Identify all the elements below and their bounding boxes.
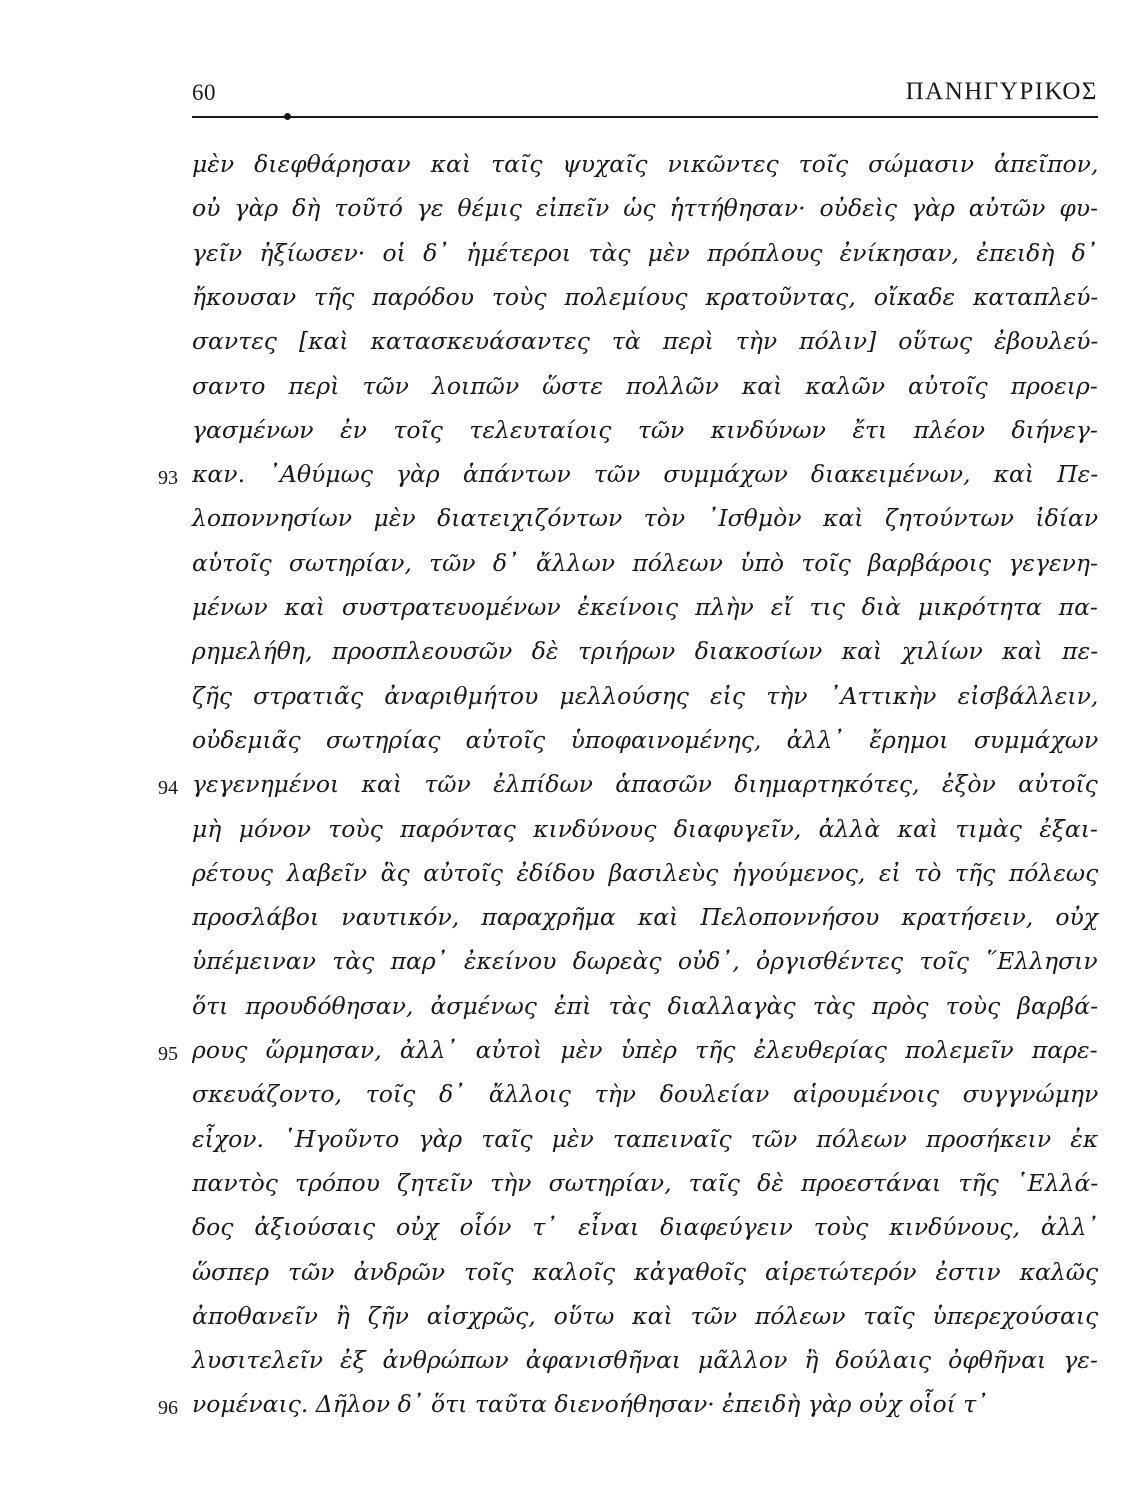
text-line: μὴ μόνον τοὺς παρόντας κινδύνους διαφυγεῖν, ἀλλὰ καὶ τιμὰς ἐξαι- bbox=[192, 814, 1098, 843]
text-line: μὲν διεφθάρησαν καὶ ταῖς ψυχαῖς νικῶντες τοῖς σώμασιν ἀπεῖπον, bbox=[192, 150, 1099, 178]
header-rule-dot bbox=[284, 113, 291, 120]
text-line: ὥσπερ τῶν ἀνδρῶν τοῖς καλοῖς κἀγαθοῖς αἱρετώτερόν ἐστιν καλῶς bbox=[192, 1257, 1099, 1286]
text-line: σαντες [καὶ κατασκευάσαντες τὰ περὶ τὴν πόλιν] οὕτως ἐβουλεύ- bbox=[192, 327, 1099, 356]
running-title: ΠΑΝΗΓΥΡΙΚΟΣ bbox=[905, 78, 1098, 105]
text-line: οὐδεμιᾶς σωτηρίας αὐτοῖς ὑποφαινομένης, ἀλλ᾽ ἔρημοι συμμάχων bbox=[192, 725, 1099, 754]
text-line: ρημελήθη, προσπλεουσῶν δὲ τριήρων διακοσίων καὶ χιλίων καὶ πε- bbox=[192, 637, 1099, 666]
text-line: ρέτους λαβεῖν ἃς αὐτοῖς ἐδίδου βασιλεὺς ἡγούμενος, εἰ τὸ τῆς πόλεως bbox=[192, 858, 1099, 887]
page-number: 60 bbox=[192, 80, 216, 105]
text-line: ὑπέμειναν τὰς παρ᾽ ἐκείνου δωρεὰς οὐδ᾽, ὀργισθέντες τοῖς ῞Ελλησιν bbox=[192, 947, 1098, 976]
text-line: ὅτι προυδόθησαν, ἀσμένως ἐπὶ τὰς διαλλαγὰς τὰς πρὸς τοὺς βαρβά- bbox=[192, 991, 1099, 1020]
text-line: ζῆς στρατιᾶς ἀναριθμήτου μελλούσης εἰς τὴν ᾿Αττικὴν εἰσβάλλειν, bbox=[192, 681, 1099, 710]
text-line: εἶχον. ῾Ηγοῦντο γὰρ ταῖς μὲν ταπειναῖς τῶν πόλεων προσήκειν ἐκ bbox=[192, 1124, 1099, 1153]
text-line: προσλάβοι ναυτικόν, παραχρῆμα καὶ Πελοποννήσου κρατήσειν, οὐχ bbox=[192, 903, 1099, 932]
text-line: ἀποθανεῖν ἢ ζῆν αἰσχρῶς, οὕτω καὶ τῶν πόλεων ταῖς ὑπερεχούσαις bbox=[192, 1301, 1099, 1330]
text-line: σκευάζοντο, τοῖς δ᾽ ἄλλοις τὴν δουλείαν αἱρουμένοις συγγνώμην bbox=[192, 1080, 1099, 1109]
section-number-93: 93 bbox=[158, 467, 178, 490]
text-line: λυσιτελεῖν ἐξ ἀνθρώπων ἀφανισθῆναι μᾶλλον ἢ δούλαις ὀφθῆναι γε- bbox=[192, 1346, 1098, 1375]
header-rule bbox=[192, 116, 1098, 118]
text-line: σαντο περὶ τῶν λοιπῶν ὥστε πολλῶν καὶ καλῶν αὐτοῖς προειρ- bbox=[192, 371, 1098, 400]
page-header bbox=[192, 76, 1098, 112]
section-number-95: 95 bbox=[158, 1043, 178, 1065]
text-line: νομέναις. Δῆλον δ᾽ ὅτι ταῦτα διενοήθησαν· ἐπειδὴ γὰρ οὐχ οἷοί τ᾽ bbox=[192, 1390, 989, 1419]
text-line: γεγενημένοι καὶ τῶν ἐλπίδων ἁπασῶν διημαρτηκότες, ἐξὸν αὐτοῖς bbox=[192, 770, 1098, 799]
text-line: αὑτοῖς σωτηρίαν, τῶν δ᾽ ἄλλων πόλεων ὑπὸ τοῖς βαρβάροις γεγενη- bbox=[192, 548, 1098, 577]
section-number-96: 96 bbox=[158, 1397, 178, 1420]
text-line: δος ἀξιούσαις οὐχ οἷόν τ᾽ εἶναι διαφεύγειν τοὺς κινδύνους, ἀλλ᾽ bbox=[192, 1213, 1099, 1242]
text-line: παντὸς τρόπου ζητεῖν τὴν σωτηρίαν, ταῖς δὲ προεστάναι τῆς ῾Ελλά- bbox=[192, 1168, 1099, 1197]
section-number-94: 94 bbox=[158, 777, 178, 800]
text-line: ρους ὥρμησαν, ἀλλ᾽ αὐτοὶ μὲν ὑπὲρ τῆς ἐλευθερίας πολεμεῖν παρε- bbox=[192, 1036, 1098, 1064]
text-line: γεῖν ἠξίωσεν· οἱ δ᾽ ἡμέτεροι τὰς μὲν πρόπλους ἐνίκησαν, ἐπειδὴ δ᾽ bbox=[192, 238, 1098, 267]
text-line: ἤκουσαν τῆς παρόδου τοὺς πολεμίους κρατοῦντας, οἴκαδε καταπλεύ- bbox=[192, 282, 1099, 311]
text-line: γασμένων ἐν τοῖς τελευταίοις τῶν κινδύνων ἔτι πλέον διήνεγ- bbox=[192, 415, 1098, 444]
text-line: καν. ᾿Αθύμως γὰρ ἁπάντων τῶν συμμάχων διακειμένων, καὶ Πε- bbox=[192, 460, 1099, 489]
text-line: λοποννησίων μὲν διατειχιζόντων τὸν ᾿Ισθμὸν καὶ ζητούντων ἰδίαν bbox=[192, 504, 1099, 533]
text-line: οὐ γὰρ δὴ τοῦτό γε θέμις εἰπεῖν ὡς ἡττήθησαν· οὐδεὶς γὰρ αὐτῶν φυ- bbox=[192, 194, 1099, 223]
text-line: μένων καὶ συστρατευομένων ἐκείνοις πλὴν εἴ τις διὰ μικρότητα πα- bbox=[192, 593, 1098, 621]
